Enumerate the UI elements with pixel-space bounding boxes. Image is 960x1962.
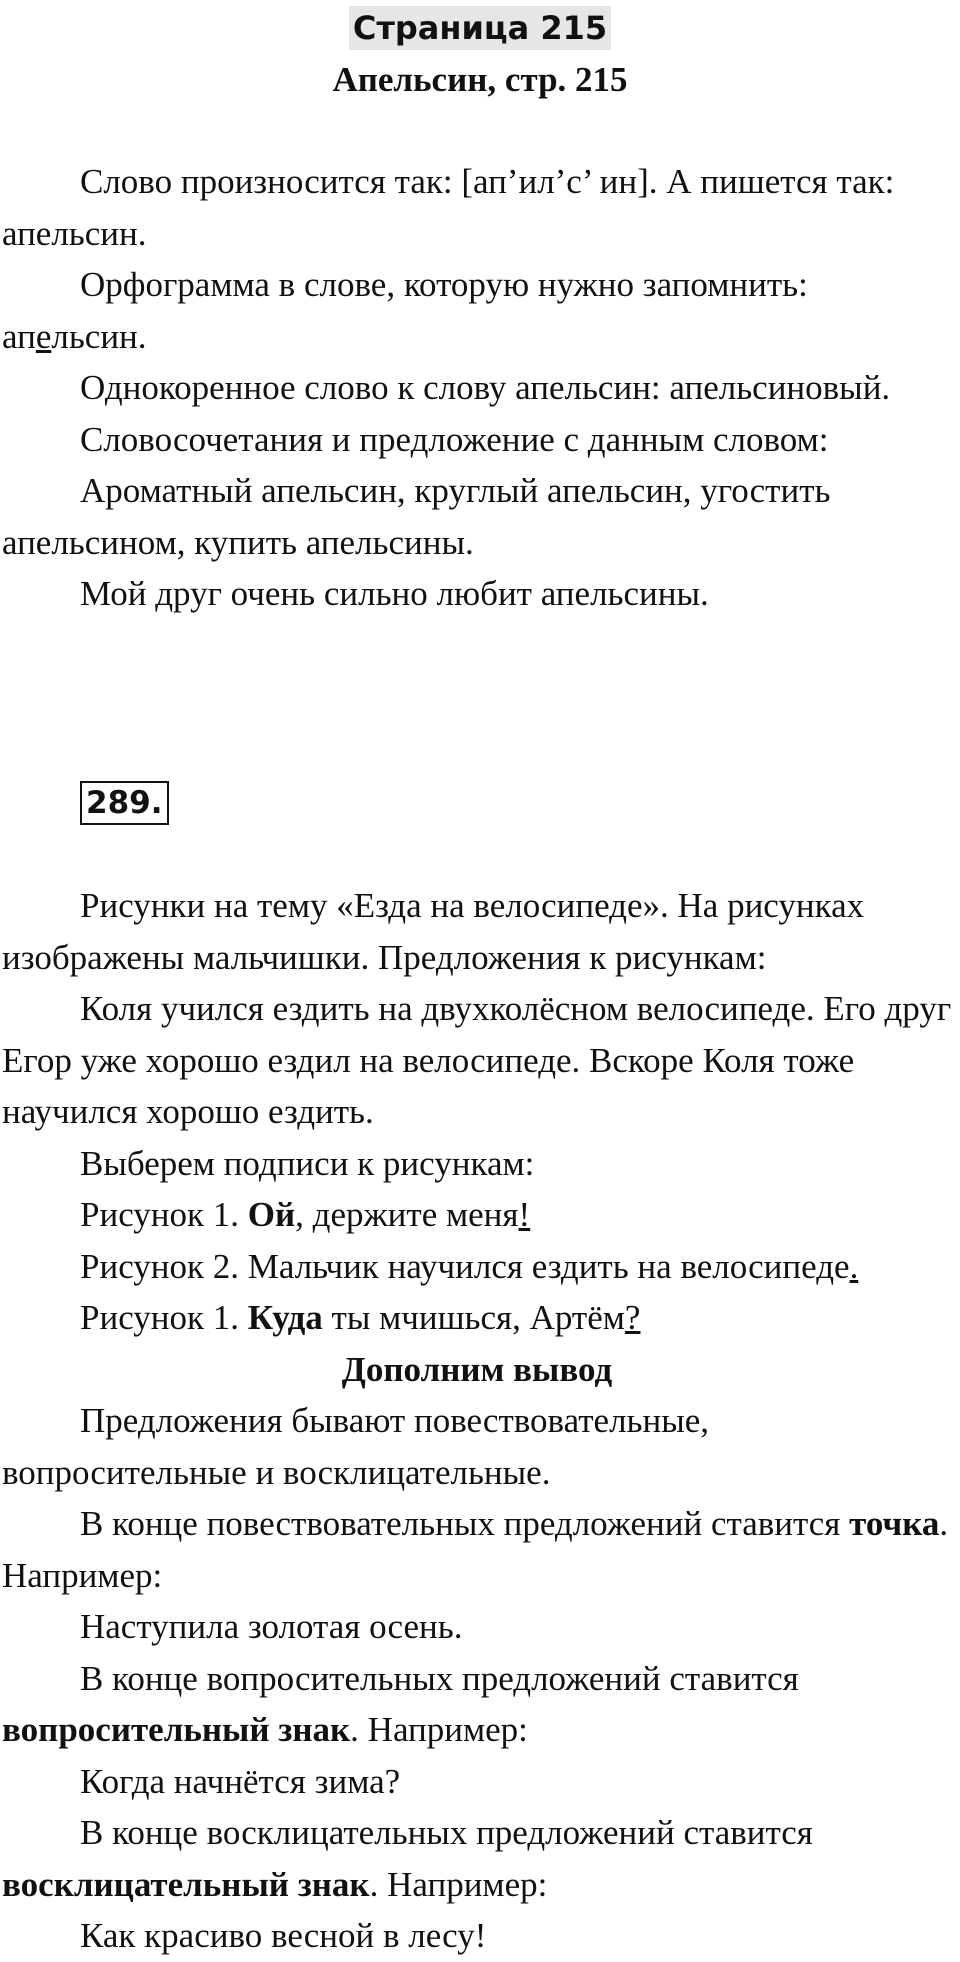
question-rule-text: В конце вопросительных предложений ставится (80, 1658, 799, 1698)
sentence-paragraph: Мой друг очень сильно любит апельсины. (80, 574, 709, 613)
exercise-intro: Рисунки на тему «Езда на велосипеде». На рисунках изображены мальчишки. Предложения к рисункам: (2, 886, 865, 977)
exercise-block (2, 880, 952, 1962)
exclamation-rule-text: В конце восклицательных предложений ставится (80, 1813, 813, 1852)
orthogram-word (2, 311, 952, 363)
narrative-rule-text: В конце повествовательных предложений ставится (80, 1504, 850, 1543)
narrative-rule (2, 1498, 952, 1601)
page-header (0, 6, 960, 50)
word-analysis-block (2, 156, 952, 620)
question-rule-bold: вопросительный знак (2, 1710, 351, 1749)
exclamation-rule (2, 1807, 952, 1910)
exercise-number-badge: 289. (80, 781, 169, 825)
sentence-types: Предложения бывают повествовательные, вопросительные и восклицательные. (2, 1401, 710, 1492)
conclusion-title: Дополним вывод (341, 1349, 613, 1389)
question-rule-after: . Например: (350, 1710, 528, 1749)
caption-1 (2, 1189, 952, 1241)
orthogram-intro: Орфограмма в слове, которую нужно запомнить: (80, 265, 808, 304)
caption-2-mark: . (849, 1246, 859, 1286)
caption-1-mark: ! (518, 1195, 531, 1234)
caption-3 (2, 1292, 952, 1344)
narrative-example: Наступила золотая осень. (80, 1607, 463, 1646)
page-label: Страница 215 (349, 6, 611, 50)
caption-1-bold: Ой (247, 1195, 296, 1234)
question-example: Когда начнётся зима? (80, 1761, 401, 1801)
caption-3-bold: Куда (247, 1298, 323, 1337)
caption-3-prefix: Рисунок 1. (80, 1298, 248, 1337)
exclamation-rule-bold: восклицательный знак (2, 1864, 370, 1904)
caption-3-rest: ты мчишься, Артём (322, 1298, 625, 1337)
phrases-intro: Словосочетания и предложение с данным словом: (80, 419, 829, 459)
question-rule (2, 1653, 952, 1756)
captions-intro: Выберем подписи к рисункам: (80, 1143, 535, 1183)
caption-1-rest: , держите меня (295, 1195, 519, 1234)
orthogram-word-end: льсин. (51, 316, 147, 356)
narrative-rule-bold: точка (849, 1504, 940, 1543)
caption-3-mark: ? (624, 1298, 641, 1337)
pronunciation-paragraph: Слово произносится так: [ап’ил’с’ ин]. А пишется так: апельсин. (2, 162, 895, 253)
orthogram-letter: е (35, 316, 52, 356)
narrative-rule-after: . Например: (2, 1504, 949, 1595)
caption-2 (2, 1241, 952, 1293)
caption-1-prefix: Рисунок 1. (80, 1195, 248, 1234)
phrases-paragraph: Ароматный апельсин, круглый апельсин, угостить апельсином, купить апельсины. (2, 471, 831, 562)
orthogram-word-start: ап (2, 316, 36, 356)
topic-title: Апельсин, стр. 215 (332, 60, 628, 99)
caption-2-text: Рисунок 2. Мальчик научился ездить на велосипеде (80, 1246, 850, 1286)
cognate-paragraph: Однокоренное слово к слову апельсин: апельсиновый. (80, 368, 891, 407)
exclamation-rule-after: . Например: (369, 1864, 548, 1904)
exclamation-example: Как красиво весной в лесу! (80, 1916, 487, 1955)
exercise-story: Коля учился ездить на двухколёсном велосипеде. Его друг Егор уже хорошо ездил на велосипеде. Вскоре Коля тоже научился хорошо ездить. (2, 989, 952, 1131)
